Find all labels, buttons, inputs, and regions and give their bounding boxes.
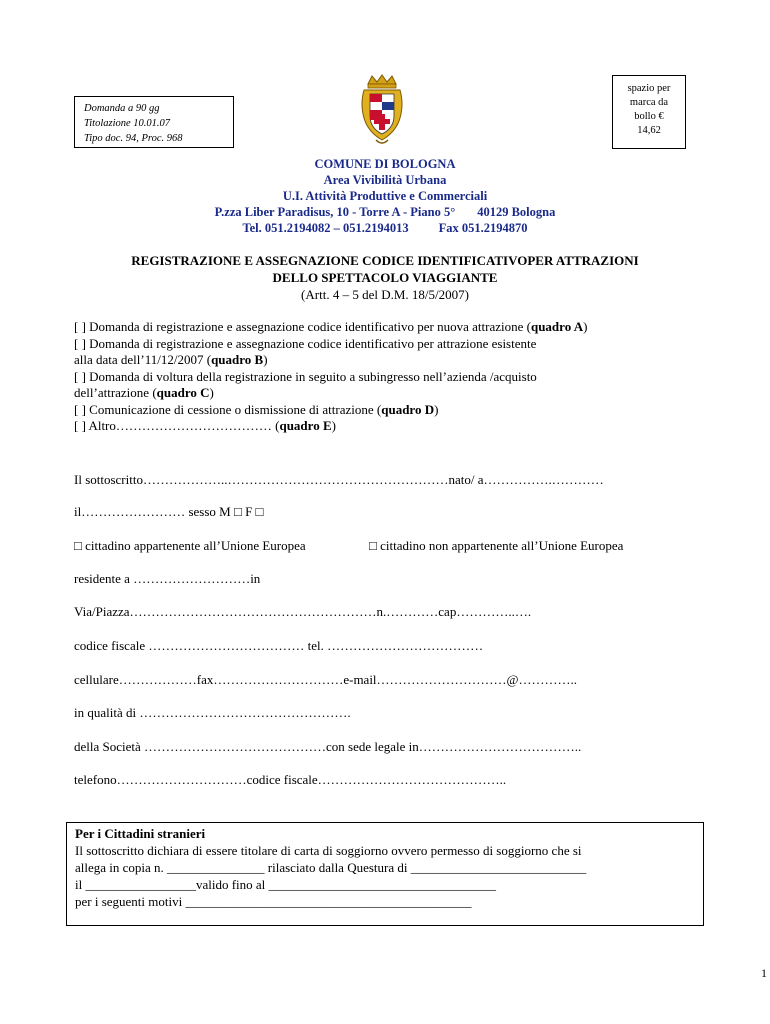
- page-number: 1: [761, 966, 767, 980]
- field-company[interactable]: della Società ……………………………………con sede legale in………………………………..: [74, 739, 582, 754]
- header-street: P.zza Liber Paradisus, 10 - Torre A - Piano 5°: [214, 205, 456, 219]
- checkbox-non-eu-citizen[interactable]: □ cittadino non appartenente all’Unione Europea: [369, 538, 624, 553]
- form-title: [0, 252, 770, 303]
- office-header: [0, 156, 770, 236]
- header-address: [0, 204, 770, 220]
- checkbox-eu-citizen[interactable]: □ cittadino appartenente all’Unione Europea: [74, 538, 306, 553]
- option-quadro-c[interactable]: [ ] Domanda di voltura della registrazione in seguito a subingresso nell’azienda /acquisto dell’attrazione (quadro C): [74, 368, 537, 400]
- foreign-declaration: Il sottoscritto dichiara di essere titolare di carta di soggiorno ovvero permesso di soggiorno che si: [75, 843, 582, 858]
- stamp-line-3: bollo €: [634, 111, 664, 122]
- field-address[interactable]: Via/Piazza…………………………………………………n.…………cap…………..….: [74, 604, 532, 619]
- header-phone: Tel. 051.2194082 – 051.2194013: [242, 221, 409, 235]
- field-tax-code-phone[interactable]: codice fiscale ……………………………… tel. ………………………………: [74, 638, 484, 653]
- revenue-stamp-box: [612, 75, 686, 149]
- foreign-heading: Per i Cittadini stranieri: [75, 826, 206, 841]
- option-quadro-e[interactable]: [ ] Altro……………………………… (quadro E): [74, 418, 336, 433]
- request-type-options: [74, 319, 714, 435]
- title-line-1: REGISTRAZIONE E ASSEGNAZIONE CODICE IDENTIFICATIVOPER ATTRAZIONI: [131, 253, 639, 268]
- header-city: 40129 Bologna: [477, 205, 556, 219]
- field-mobile-fax-email[interactable]: cellulare………………fax…………………………e-mail…………………………@…………..: [74, 672, 578, 687]
- header-municipality: COMUNE DI BOLOGNA: [314, 157, 456, 171]
- option-quadro-d[interactable]: [ ] Comunicazione di cessione o dismissione di attrazione (quadro D): [74, 401, 439, 417]
- foreign-permit-reasons[interactable]: per i seguenti motivi ____________________________________________: [75, 894, 472, 909]
- stamp-line-4: 14,62: [637, 125, 661, 136]
- header-unit: U.I. Attività Produttive e Commerciali: [282, 189, 488, 203]
- field-company-phone-tax[interactable]: telefono…………………………codice fiscale……………………………………..: [74, 772, 507, 787]
- option-quadro-b[interactable]: [ ] Domanda di registrazione e assegnazione codice identificativo per attrazione esistente alla data dell’11/12/2007 (quadro B): [74, 335, 537, 367]
- field-capacity[interactable]: in qualità di ………………………………………….: [74, 705, 351, 720]
- field-residence[interactable]: residente a ………………………in: [74, 571, 261, 586]
- protocol-days: Domanda a 90 gg: [84, 103, 160, 114]
- foreign-citizens-box: [66, 822, 704, 926]
- option-quadro-a[interactable]: [ ] Domanda di registrazione e assegnazione codice identificativo per nuova attrazione (quadro A): [74, 319, 588, 334]
- header-fax: Fax 051.2194870: [438, 221, 528, 235]
- protocol-doc-type: Tipo doc. 94, Proc. 968: [84, 133, 183, 144]
- header-area: Area Vivibilità Urbana: [323, 173, 447, 187]
- city-coat-of-arms-icon: [358, 74, 406, 148]
- protocol-info-box: [74, 96, 234, 148]
- title-line-2: DELLO SPETTACOLO VIAGGIANTE: [272, 270, 498, 285]
- protocol-titolazione: Titolazione 10.01.07: [84, 118, 171, 129]
- foreign-permit-validity[interactable]: il _________________valido fino al ___________________________________: [75, 877, 497, 892]
- field-sottoscritto[interactable]: Il sottoscritto………………..……………………………………………nato/ a…………….…………: [74, 472, 604, 487]
- field-birthdate-sex[interactable]: il…………………… sesso M □ F □: [74, 504, 264, 519]
- foreign-permit-copy[interactable]: allega in copia n. _______________ rilasciato dalla Questura di ___________________________: [75, 860, 587, 875]
- stamp-line-2: marca da: [629, 97, 669, 108]
- title-legal-reference: (Artt. 4 – 5 del D.M. 18/5/2007): [301, 287, 469, 302]
- header-contacts: [0, 220, 770, 236]
- stamp-line-1: spazio per: [627, 83, 671, 94]
